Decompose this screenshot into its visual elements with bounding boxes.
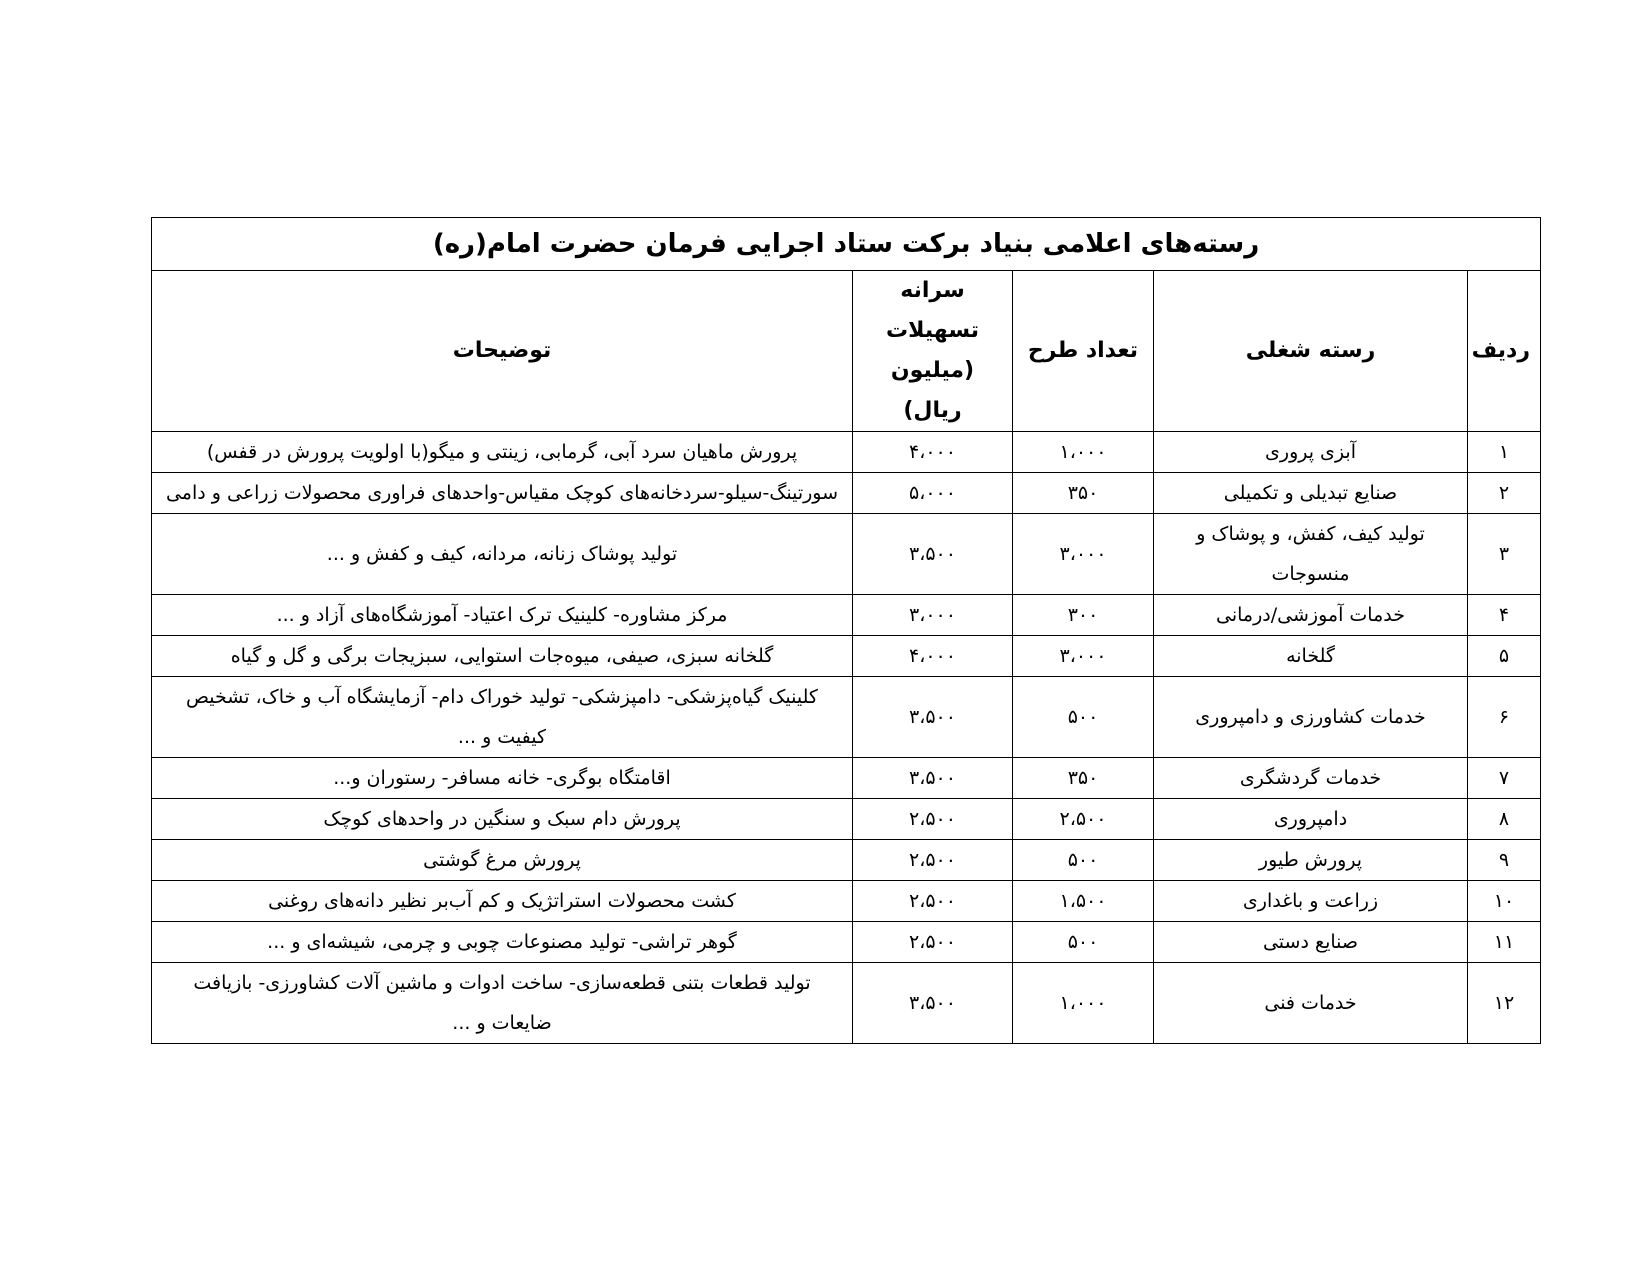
table-row	[152, 473, 1541, 514]
row-tozih: پرورش مرغ گوشتی	[152, 840, 853, 881]
table-row	[152, 799, 1541, 840]
table-row	[152, 881, 1541, 922]
row-tozih: مرکز مشاوره- کلینیک ترک اعتیاد- آموزشگاه‌های آزاد و ...	[152, 595, 853, 636]
row-tedad: ۵۰۰	[1013, 922, 1154, 963]
row-radif: ۵	[1468, 636, 1541, 677]
row-tozih: اقامتگاه بوگری- خانه مسافر- رستوران و...	[152, 758, 853, 799]
row-tedad: ۱،۰۰۰	[1013, 432, 1154, 473]
row-saraneh: ۲،۵۰۰	[853, 799, 1013, 840]
row-radif: ۹	[1468, 840, 1541, 881]
row-radif: ۷	[1468, 758, 1541, 799]
table-row	[152, 840, 1541, 881]
row-radif: ۱۰	[1468, 881, 1541, 922]
table-title: رسته‌های اعلامی بنیاد برکت ستاد اجرایی فرمان حضرت امام(ره)	[152, 218, 1541, 271]
row-reshte: خدمات گردشگری	[1154, 758, 1468, 799]
row-saraneh: ۲،۵۰۰	[853, 840, 1013, 881]
header-radif: ردیف	[1468, 271, 1541, 432]
row-radif: ۳	[1468, 514, 1541, 595]
row-radif: ۱	[1468, 432, 1541, 473]
row-tedad: ۳۵۰	[1013, 473, 1154, 514]
row-reshte: زراعت و باغداری	[1154, 881, 1468, 922]
header-tozih: توضیحات	[152, 271, 853, 432]
row-saraneh: ۲،۵۰۰	[853, 881, 1013, 922]
row-saraneh: ۵،۰۰۰	[853, 473, 1013, 514]
row-saraneh: ۴،۰۰۰	[853, 636, 1013, 677]
table-row	[152, 636, 1541, 677]
row-reshte: صنایع تبدیلی و تکمیلی	[1154, 473, 1468, 514]
row-radif: ۱۱	[1468, 922, 1541, 963]
row-tozih: سورتینگ-سیلو-سردخانه‌های کوچک مقیاس-واحدهای فراوری محصولات زراعی و دامی	[152, 473, 853, 514]
row-tedad: ۱،۰۰۰	[1013, 963, 1154, 1044]
row-radif: ۴	[1468, 595, 1541, 636]
row-saraneh: ۳،۵۰۰	[853, 963, 1013, 1044]
table-row	[152, 432, 1541, 473]
row-tedad: ۲،۵۰۰	[1013, 799, 1154, 840]
row-tozih: تولید پوشاک زنانه، مردانه، کیف و کفش و ...	[152, 514, 853, 595]
table-row	[152, 922, 1541, 963]
row-reshte: تولید کیف، کفش، و پوشاک و منسوجات	[1154, 514, 1468, 595]
row-tozih: کلینیک گیاه‌پزشکی- دامپزشکی- تولید خوراک دام- آزمایشگاه آب و خاک، تشخیص کیفیت و ...	[152, 677, 853, 758]
row-reshte: پرورش طیور	[1154, 840, 1468, 881]
row-reshte: خدمات آموزشی/درمانی	[1154, 595, 1468, 636]
activity-categories-table	[151, 217, 1541, 1044]
row-tedad: ۳،۰۰۰	[1013, 636, 1154, 677]
header-tedad: تعداد طرح	[1013, 271, 1154, 432]
row-reshte: آبزی پروری	[1154, 432, 1468, 473]
row-reshte: گلخانه	[1154, 636, 1468, 677]
row-saraneh: ۲،۵۰۰	[853, 922, 1013, 963]
row-tedad: ۵۰۰	[1013, 677, 1154, 758]
row-radif: ۶	[1468, 677, 1541, 758]
row-reshte: خدمات کشاورزی و دامپروری	[1154, 677, 1468, 758]
row-radif: ۱۲	[1468, 963, 1541, 1044]
row-tozih: پرورش ماهیان سرد آبی، گرمابی، زینتی و میگو(با اولویت پرورش در قفس)	[152, 432, 853, 473]
row-radif: ۲	[1468, 473, 1541, 514]
row-tozih: کشت محصولات استراتژیک و کم آب‌بر نظیر دانه‌های روغنی	[152, 881, 853, 922]
row-tozih: تولید قطعات بتنی قطعه‌سازی- ساخت ادوات و ماشین آلات کشاورزی- بازیافت ضایعات و ...	[152, 963, 853, 1044]
row-tozih: پرورش دام سبک و سنگین در واحدهای کوچک	[152, 799, 853, 840]
row-tedad: ۵۰۰	[1013, 840, 1154, 881]
row-tedad: ۳۵۰	[1013, 758, 1154, 799]
row-reshte: صنایع دستی	[1154, 922, 1468, 963]
header-reshte: رسته شغلی	[1154, 271, 1468, 432]
table-row	[152, 963, 1541, 1044]
row-tedad: ۳۰۰	[1013, 595, 1154, 636]
row-tedad: ۳،۰۰۰	[1013, 514, 1154, 595]
row-saraneh: ۳،۰۰۰	[853, 595, 1013, 636]
table-row	[152, 514, 1541, 595]
row-saraneh: ۳،۵۰۰	[853, 677, 1013, 758]
row-saraneh: ۴،۰۰۰	[853, 432, 1013, 473]
row-tozih: گوهر تراشی- تولید مصنوعات چوبی و چرمی، شیشه‌ای و ...	[152, 922, 853, 963]
header-saraneh: سرانه تسهیلات (میلیون ریال)	[853, 271, 1013, 432]
table-row	[152, 677, 1541, 758]
row-reshte: دامپروری	[1154, 799, 1468, 840]
row-radif: ۸	[1468, 799, 1541, 840]
row-tedad: ۱،۵۰۰	[1013, 881, 1154, 922]
table-row	[152, 595, 1541, 636]
table-row	[152, 758, 1541, 799]
row-reshte: خدمات فنی	[1154, 963, 1468, 1044]
row-saraneh: ۳،۵۰۰	[853, 514, 1013, 595]
row-saraneh: ۳،۵۰۰	[853, 758, 1013, 799]
row-tozih: گلخانه سبزی، صیفی، میوه‌جات استوایی، سبزیجات برگی و گل و گیاه	[152, 636, 853, 677]
